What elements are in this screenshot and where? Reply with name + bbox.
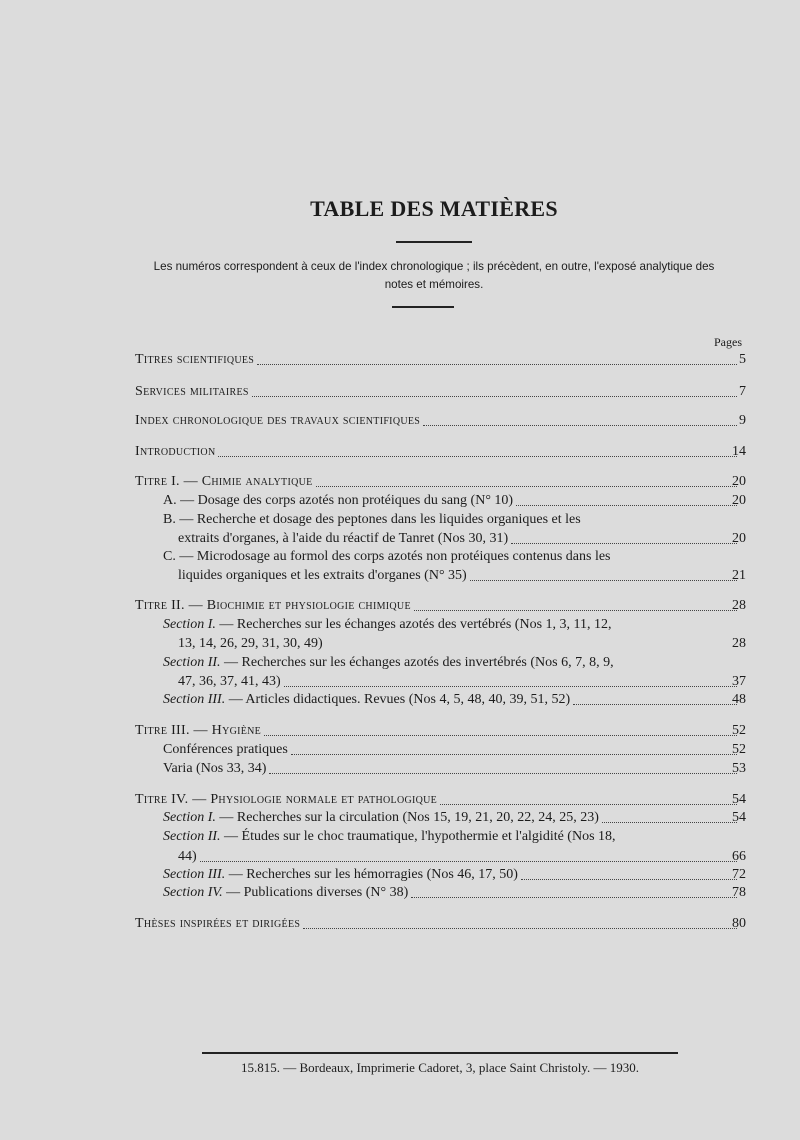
toc-entry: [0, 349, 800, 371]
section-text: — Publications diverses (N° 38): [222, 885, 409, 900]
toc-entry-page: 28: [732, 598, 746, 613]
toc-entry-title: Introduction: [135, 444, 216, 459]
section-text: — Recherches sur la circulation (Nos 15, 19, 21, 20, 22, 24, 25, 23): [215, 810, 599, 825]
section-text: — Recherches sur les hémorragies (Nos 46, 17, 50): [225, 867, 518, 882]
section-text: — Recherches sur les échanges azotés des vertébrés (Nos 1, 3, 11, 12,: [215, 617, 612, 632]
toc-entry-page: 48: [732, 692, 746, 707]
page-title: TABLE DES MATIÈRES: [310, 196, 558, 221]
toc-entry: [0, 441, 800, 463]
toc-entry-title: C. — Microdosage au formol des corps azotés non protéiques contenus dans les: [163, 549, 611, 564]
toc-entry-continuation: liquides organiques et les extraits d'organes (N° 35): [178, 568, 467, 583]
toc-entry-title: Titre II. — Biochimie et physiologie chimique: [135, 598, 411, 613]
toc-entry-page: 20: [732, 474, 746, 489]
toc-entry-page: 9: [739, 413, 746, 428]
toc-entry-page: 52: [732, 723, 746, 738]
toc-entry: [0, 689, 800, 711]
section-label: Section I.: [163, 617, 216, 632]
toc-entry: [0, 882, 800, 904]
toc-entry-page: 80: [732, 916, 746, 931]
section-label: Section IV.: [163, 885, 223, 900]
toc-entry-page: 14: [732, 444, 746, 459]
toc-entry-continuation: 47, 36, 37, 41, 43): [178, 674, 281, 689]
toc-entry-title: Titres scientifiques: [135, 352, 255, 367]
toc-entry-title: [163, 826, 616, 848]
section-text: — Études sur le choc traumatique, l'hypothermie et l'algidité (Nos 18,: [220, 829, 616, 844]
toc-entry-title: Titre IV. — Physiologie normale et pathologique: [135, 792, 438, 807]
toc-entry-title: Index chronologique des travaux scientifiques: [135, 413, 421, 428]
toc-entry-page: 66: [732, 849, 746, 864]
section-label: Section III.: [163, 867, 226, 882]
toc-entry: [0, 381, 800, 403]
section-text: — Articles didactiques. Revues (Nos 4, 5, 48, 40, 39, 51, 52): [225, 692, 571, 707]
toc-entry: [0, 565, 800, 587]
toc-entry-page: 54: [732, 792, 746, 807]
toc-entry-title: A. — Dosage des corps azotés non protéiques du sang (N° 10): [163, 493, 514, 508]
toc-entry-title: Titre III. — Hygiène: [135, 723, 262, 738]
footer-rule: [202, 1052, 678, 1054]
section-label: Section III.: [163, 692, 226, 707]
section-label: Section II.: [163, 829, 221, 844]
toc-entry-title: B. — Recherche et dosage des peptones dans les liquides organiques et les: [163, 512, 581, 527]
toc-entry-page: 54: [732, 810, 746, 825]
title-underline: [396, 241, 472, 243]
toc-entry-page: 78: [732, 885, 746, 900]
toc-entry: [0, 913, 800, 935]
toc-entry: [0, 758, 800, 780]
toc-entry-page: 20: [732, 493, 746, 508]
toc-entry-title: Services militaires: [135, 384, 249, 399]
toc-entry-title: Thèses inspirées et dirigées: [135, 916, 301, 931]
toc-entry-continuation: 13, 14, 26, 29, 31, 30, 49): [178, 636, 323, 651]
toc-entry-page: 5: [739, 352, 746, 367]
toc-entry-title: Conférences pratiques: [163, 742, 288, 757]
pages-column-header: Pages: [714, 335, 742, 349]
toc-entry-page: 52: [732, 742, 746, 757]
section-label: Section I.: [163, 810, 216, 825]
intro-note: Les numéros correspondent à ceux de l'index chronologique ; ils précèdent, en outre, l'exposé analytique des notes et mémoires.: [153, 260, 715, 291]
toc-entry-continuation: 44): [178, 849, 197, 864]
toc-entry-continuation: extraits d'organes, à l'aide du réactif de Tanret (Nos 30, 31): [178, 531, 509, 546]
toc-entry-page: 28: [732, 636, 746, 651]
toc-entry-page: 20: [732, 531, 746, 546]
toc-entry: [0, 410, 800, 432]
toc-entry-page: 7: [739, 384, 746, 399]
toc-entry-page: 53: [732, 761, 746, 776]
section-text: — Recherches sur les échanges azotés des invertébrés (Nos 6, 7, 8, 9,: [220, 655, 614, 670]
printer-imprint: 15.815. — Bordeaux, Imprimerie Cadoret, 3, place Saint Christoly. — 1930.: [240, 1060, 640, 1075]
section-label: Section II.: [163, 655, 221, 670]
toc-entry-title: Varia (Nos 33, 34): [163, 761, 267, 776]
toc-entry-page: 37: [732, 674, 746, 689]
toc-entry-title: Titre I. — Chimie analytique: [135, 474, 313, 489]
intro-underline: [392, 306, 454, 308]
toc-entry-page: 72: [732, 867, 746, 882]
toc-entry-page: 21: [732, 568, 746, 583]
